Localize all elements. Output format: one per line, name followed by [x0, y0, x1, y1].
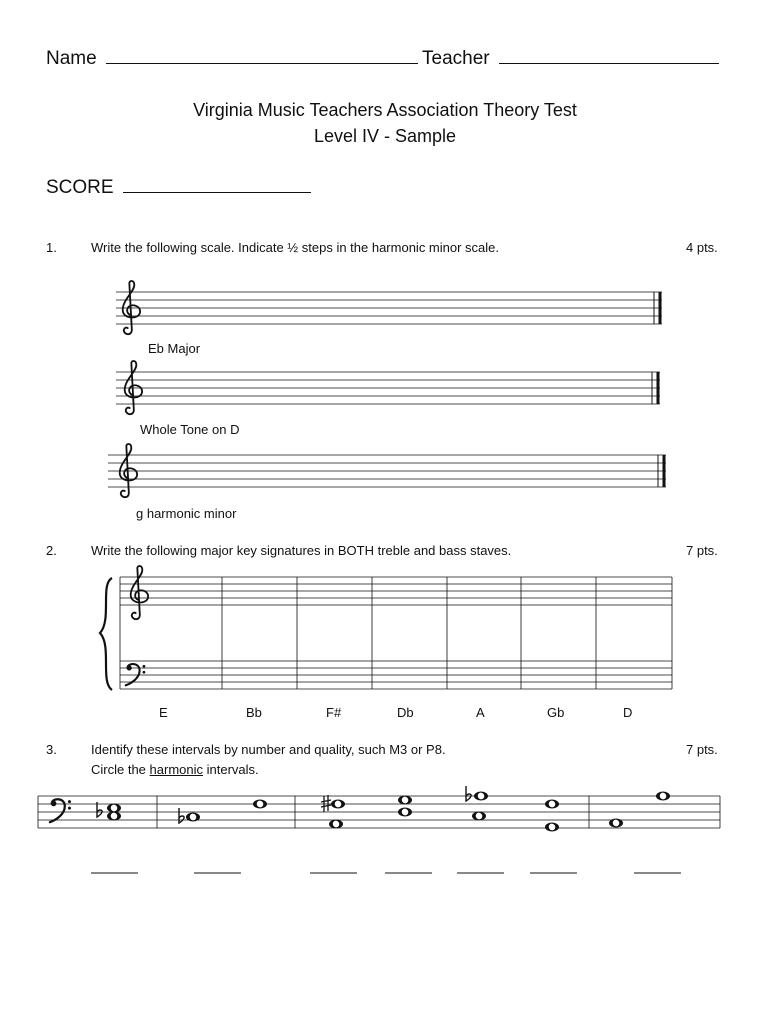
grand-staff: [120, 577, 672, 689]
staff-eb-major: [116, 292, 662, 324]
note: [253, 799, 267, 808]
name-label-text: Name: [46, 48, 97, 69]
note: [329, 819, 343, 828]
brace-icon: [100, 578, 112, 690]
teacher-label-text: Teacher: [422, 48, 490, 69]
bass-clef-icon: [50, 799, 71, 822]
note: [545, 822, 559, 831]
key-label-fsharp: F#: [326, 705, 342, 720]
note: [398, 795, 412, 804]
q2-number: 2.: [46, 543, 57, 558]
interval-notes: [107, 786, 670, 832]
q1-number: 1.: [46, 240, 57, 255]
staff-g-harmonic-minor: [108, 455, 666, 487]
q3-text-line1: Identify these intervals by number and quality, such M3 or P8.: [91, 742, 446, 757]
q3-text-underlined: harmonic: [149, 762, 203, 777]
staff-whole-tone: [116, 372, 660, 404]
note: [472, 811, 486, 820]
key-label-e: E: [159, 705, 168, 720]
scale-label-2: Whole Tone on D: [140, 422, 240, 437]
flat-icon: [466, 786, 471, 801]
treble-clef-icon: [123, 281, 140, 334]
key-label-d: D: [623, 705, 633, 720]
q3-points: 7 pts.: [686, 742, 718, 757]
q1-text: Write the following scale. Indicate ½ steps in the harmonic minor scale.: [91, 240, 500, 255]
q1-points: 4 pts.: [686, 240, 718, 255]
key-label-a: A: [476, 705, 485, 720]
q2-points: 7 pts.: [686, 543, 718, 558]
page-title: Virginia Music Teachers Association Theory Test: [193, 100, 577, 120]
sharp-icon: [321, 795, 331, 812]
q3-text-post: intervals.: [203, 762, 259, 777]
note: [398, 807, 412, 816]
page-subtitle: Level IV - Sample: [313, 126, 457, 146]
treble-clef-icon: [120, 444, 137, 497]
note: [107, 803, 121, 812]
note: [474, 791, 488, 800]
q2-text: Write the following major key signatures in BOTH treble and bass staves.: [91, 543, 512, 558]
key-label-gb: Gb: [547, 705, 565, 720]
q3-text-pre: Circle the: [91, 762, 150, 777]
flat-icon: [179, 808, 184, 823]
note: [331, 799, 345, 808]
scale-label-1: Eb Major: [148, 341, 201, 356]
note: [656, 791, 670, 800]
score-label-text: SCORE: [46, 177, 114, 198]
treble-clef-icon: [125, 361, 142, 414]
treble-clef-icon: [131, 566, 148, 619]
note: [545, 799, 559, 808]
scale-label-3: g harmonic minor: [136, 506, 237, 521]
note: [107, 811, 121, 820]
q3-number: 3.: [46, 742, 57, 757]
key-label-db: Db: [397, 705, 414, 720]
key-label-bb: Bb: [246, 705, 262, 720]
